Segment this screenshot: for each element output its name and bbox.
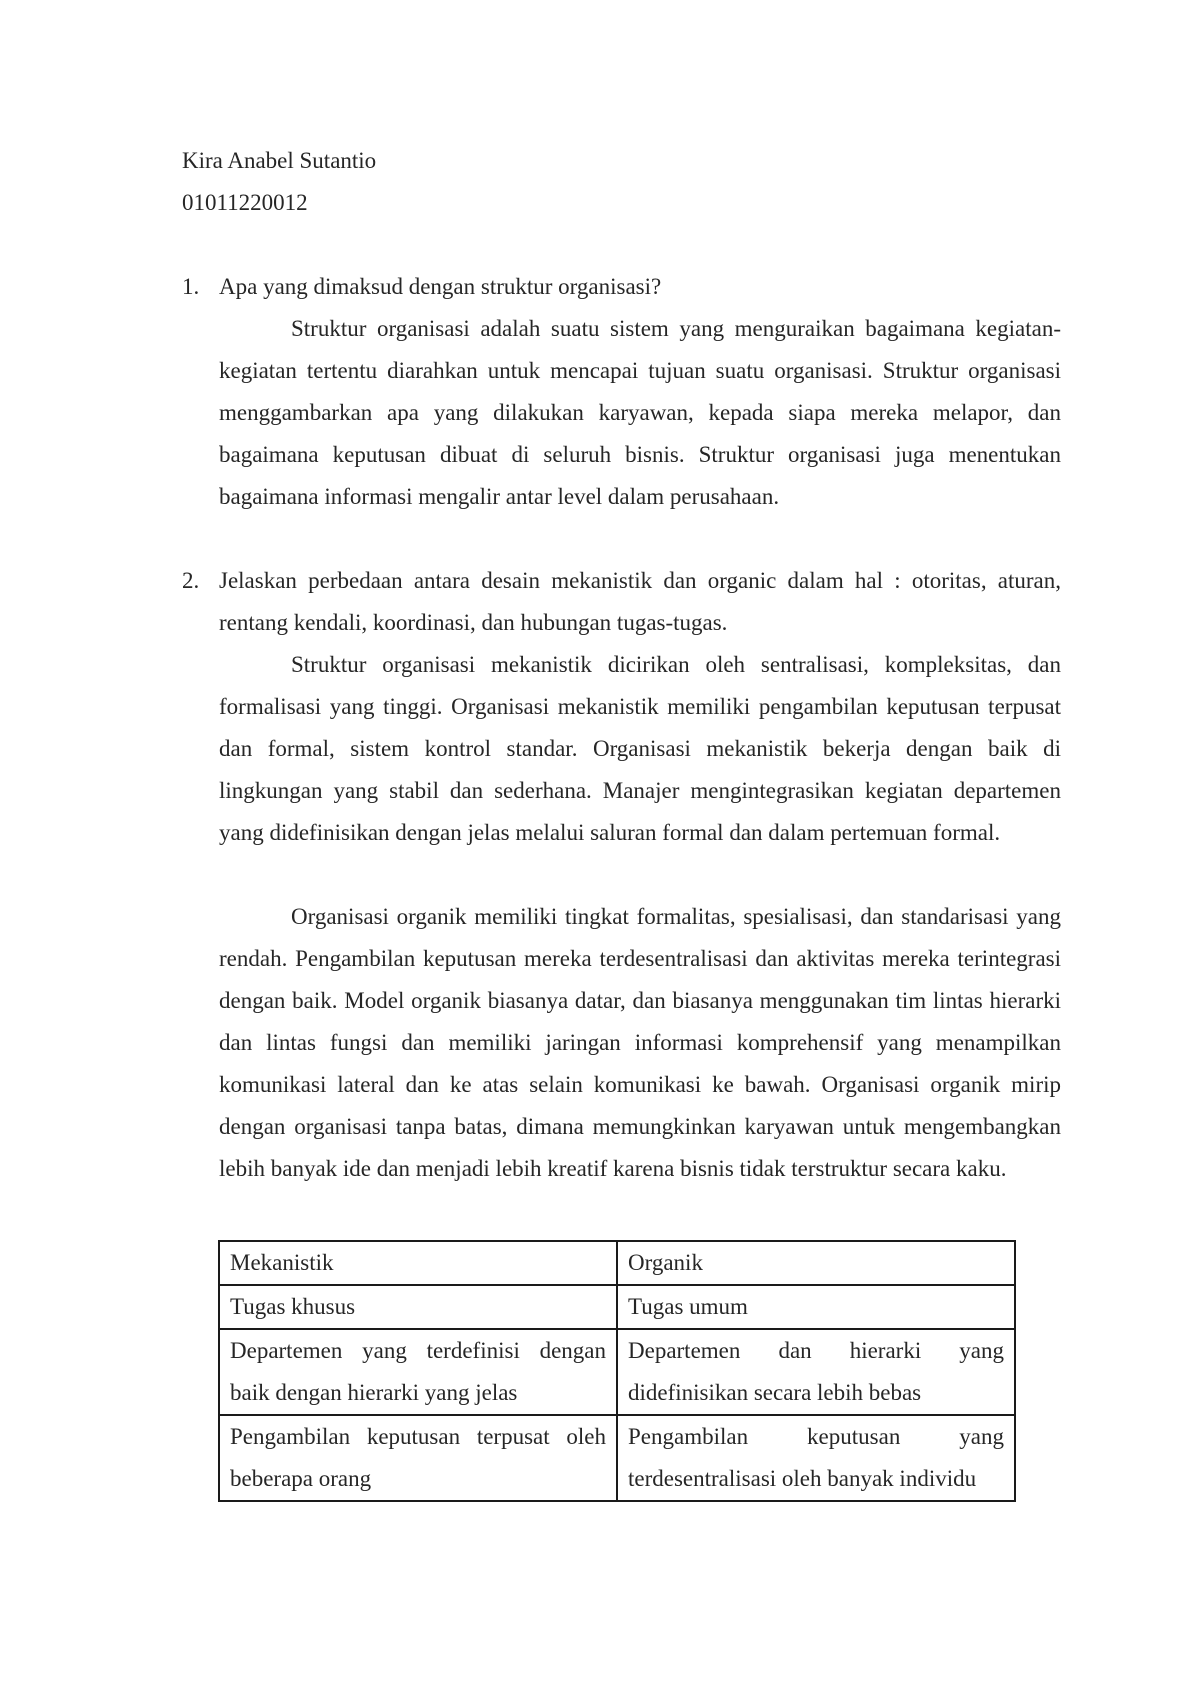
- table-cell: Tugas umum: [617, 1285, 1015, 1329]
- question-2-answer-organic: Organisasi organik memiliki tingkat formalitas, spesialisasi, dan standarisasi yang rendah. Pengambilan keputusan mereka terdesentralisasi dan aktivitas mereka terintegrasi dengan baik. Model organik biasanya datar, dan biasanya menggunakan tim lintas hierarki dan lintas fungsi dan memiliki jaringan informasi komprehensif yang menampilkan komunikasi lateral dan ke atas selain komunikasi ke bawah. Organisasi organik mirip dengan organisasi tanpa batas, dimana memungkinkan karyawan untuk mengembangkan lebih banyak ide dan menjadi lebih kreatif karena bisnis tidak terstruktur secara kaku.: [219, 904, 1061, 1181]
- author-name: Kira Anabel Sutantio: [182, 148, 377, 173]
- question-1-text: Apa yang dimaksud dengan struktur organisasi?: [219, 274, 662, 299]
- comparison-table: [218, 1240, 1016, 1502]
- table-row: [219, 1285, 1015, 1329]
- table-row: [219, 1329, 1015, 1415]
- question-1-answer: Struktur organisasi adalah suatu sistem yang menguraikan bagaimana kegiatan-kegiatan tertentu diarahkan untuk mencapai tujuan suatu organisasi. Struktur organisasi menggambarkan apa yang dilakukan karyawan, kepada siapa mereka melapor, dan bagaimana keputusan dibuat di seluruh bisnis. Struktur organisasi juga menentukan bagaimana informasi mengalir antar level dalam perusahaan.: [219, 316, 1061, 509]
- question-1-number: 1.: [182, 274, 200, 299]
- table-header-row: [219, 1241, 1015, 1285]
- table-cell: Departemen dan hierarki yang didefinisikan secara lebih bebas: [617, 1329, 1015, 1415]
- table-header-cell: Mekanistik: [219, 1241, 617, 1285]
- table-cell: Tugas khusus: [219, 1285, 617, 1329]
- question-2-text: Jelaskan perbedaan antara desain mekanistik dan organic dalam hal : otoritas, aturan, rentang kendali, koordinasi, dan hubungan tugas-tugas.: [219, 568, 1061, 635]
- table-row: [219, 1415, 1015, 1501]
- table-header-cell: Organik: [617, 1241, 1015, 1285]
- question-2-number: 2.: [182, 568, 200, 593]
- question-2-answer-mechanistic: Struktur organisasi mekanistik dicirikan oleh sentralisasi, kompleksitas, dan formalisasi yang tinggi. Organisasi mekanistik memiliki pengambilan keputusan terpusat dan formal, sistem kontrol standar. Organisasi mekanistik bekerja dengan baik di lingkungan yang stabil dan sederhana. Manajer mengintegrasikan kegiatan departemen yang didefinisikan dengan jelas melalui saluran formal dan dalam pertemuan formal.: [219, 652, 1061, 845]
- table-cell: Pengambilan keputusan yang terdesentralisasi oleh banyak individu: [617, 1415, 1015, 1501]
- table-cell: Pengambilan keputusan terpusat oleh beberapa orang: [219, 1415, 617, 1501]
- table-cell: Departemen yang terdefinisi dengan baik dengan hierarki yang jelas: [219, 1329, 617, 1415]
- student-id: 01011220012: [182, 190, 308, 215]
